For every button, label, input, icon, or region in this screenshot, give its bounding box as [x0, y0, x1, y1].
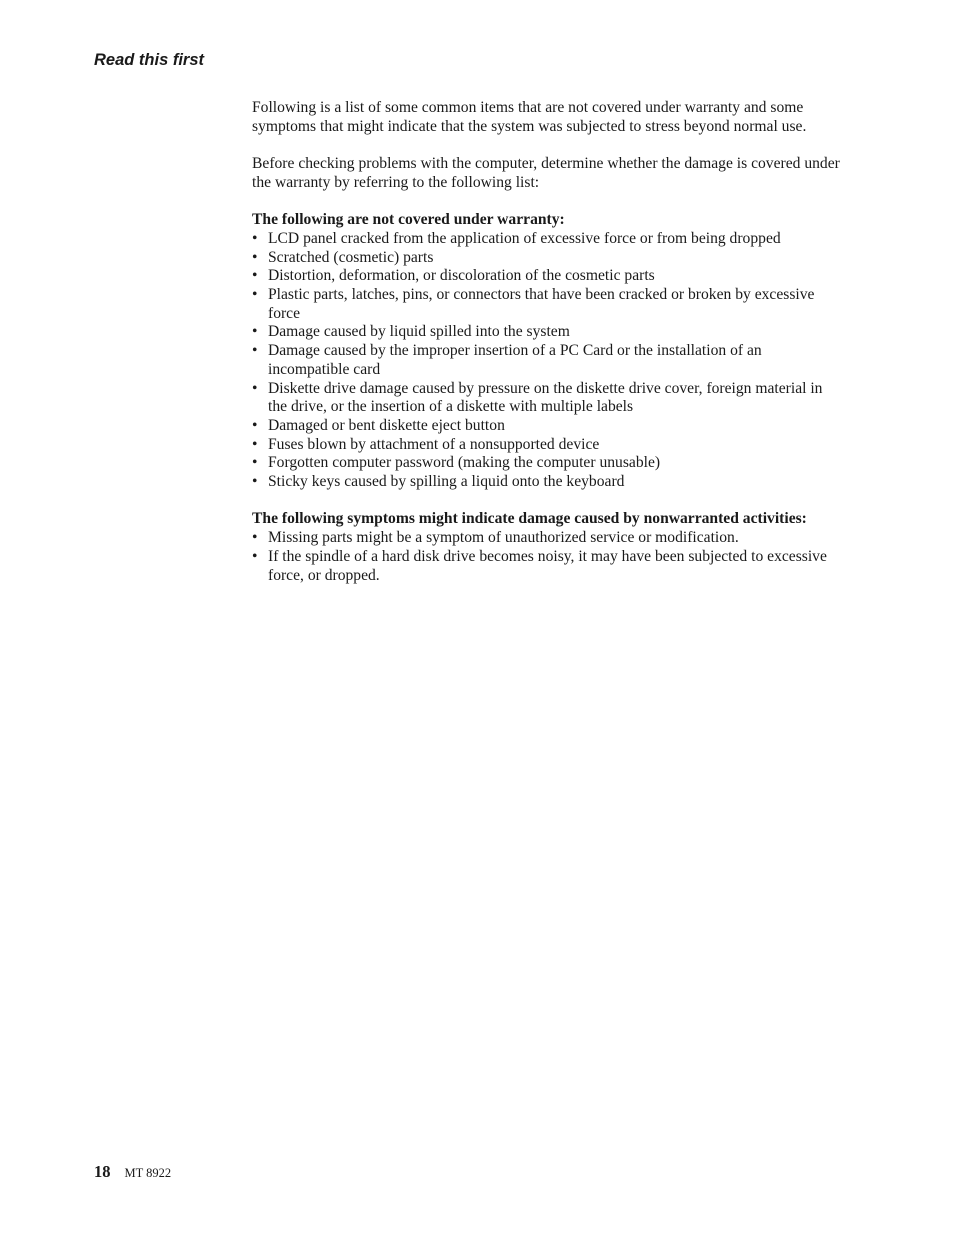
bullet-icon: • [252, 286, 258, 303]
bullet-icon: • [252, 529, 258, 547]
list-item-text: Damage caused by liquid spilled into the system [268, 323, 570, 341]
document-id: MT 8922 [124, 1166, 172, 1180]
bullet-icon: • [252, 248, 258, 266]
list-item-text: Damaged or bent diskette eject button [268, 416, 505, 434]
list-item-text: Scratched (cosmetic) parts [268, 248, 434, 266]
list-item [252, 380, 844, 417]
intro-paragraph-2: Before checking problems with the computer, determine whether the damage is covered under the warranty by referring to the following list: [252, 155, 840, 191]
intro-paragraph-1: Following is a list of some common items that are not covered under warranty and some symptoms that might indicate that the system was subjected to stress beyond normal use. [252, 99, 807, 135]
list-item [252, 286, 844, 323]
list-item [252, 417, 844, 436]
list-item-text: Plastic parts, latches, pins, or connectors that have been cracked or broken by excessive force [268, 286, 815, 322]
list-item [252, 529, 844, 548]
page-content [252, 99, 844, 604]
list-item-text: Missing parts might be a symptom of unauthorized service or modification. [268, 529, 739, 547]
list-item-text: LCD panel cracked from the application of excessive force or from being dropped [268, 229, 781, 247]
symptoms-list [252, 529, 844, 585]
list-item-text: Forgotten computer password (making the computer unusable) [268, 454, 661, 472]
symptoms-heading: The following symptoms might indicate damage caused by nonwarranted activities: [252, 510, 807, 528]
bullet-icon: • [252, 342, 258, 360]
list-item [252, 342, 844, 379]
page-number: 18 [94, 1162, 111, 1181]
bullet-icon: • [252, 435, 258, 453]
list-item-text: Sticky keys caused by spilling a liquid onto the keyboard [268, 473, 625, 491]
bullet-icon: • [252, 379, 258, 397]
list-item [252, 323, 844, 342]
list-item [252, 267, 844, 286]
bullet-icon: • [252, 416, 258, 434]
bullet-icon: • [252, 473, 258, 491]
list-item [252, 473, 844, 492]
list-item [252, 249, 844, 268]
list-item-text: Fuses blown by attachment of a nonsupported device [268, 435, 600, 453]
page-footer [94, 1162, 171, 1182]
list-item-text: Damage caused by the improper insertion of a PC Card or the installation of an incompatible card [268, 342, 762, 378]
bullet-icon: • [252, 229, 258, 247]
bullet-icon: • [252, 454, 258, 472]
list-item [252, 548, 844, 585]
bullet-icon: • [252, 547, 258, 565]
bullet-icon: • [252, 323, 258, 341]
running-header: Read this first [94, 51, 205, 69]
bullet-icon: • [252, 267, 258, 285]
not-covered-heading: The following are not covered under warranty: [252, 211, 565, 229]
list-item [252, 436, 844, 455]
list-item-text: Distortion, deformation, or discoloration of the cosmetic parts [268, 267, 655, 285]
not-covered-list [252, 230, 844, 492]
list-item-text: Diskette drive damage caused by pressure on the diskette drive cover, foreign material in the drive, or the insertion of a diskette with multiple labels [268, 379, 823, 416]
list-item [252, 454, 844, 473]
list-item [252, 230, 844, 249]
list-item-text: If the spindle of a hard disk drive becomes noisy, it may have been subjected to excessive force, or dropped. [268, 547, 827, 584]
